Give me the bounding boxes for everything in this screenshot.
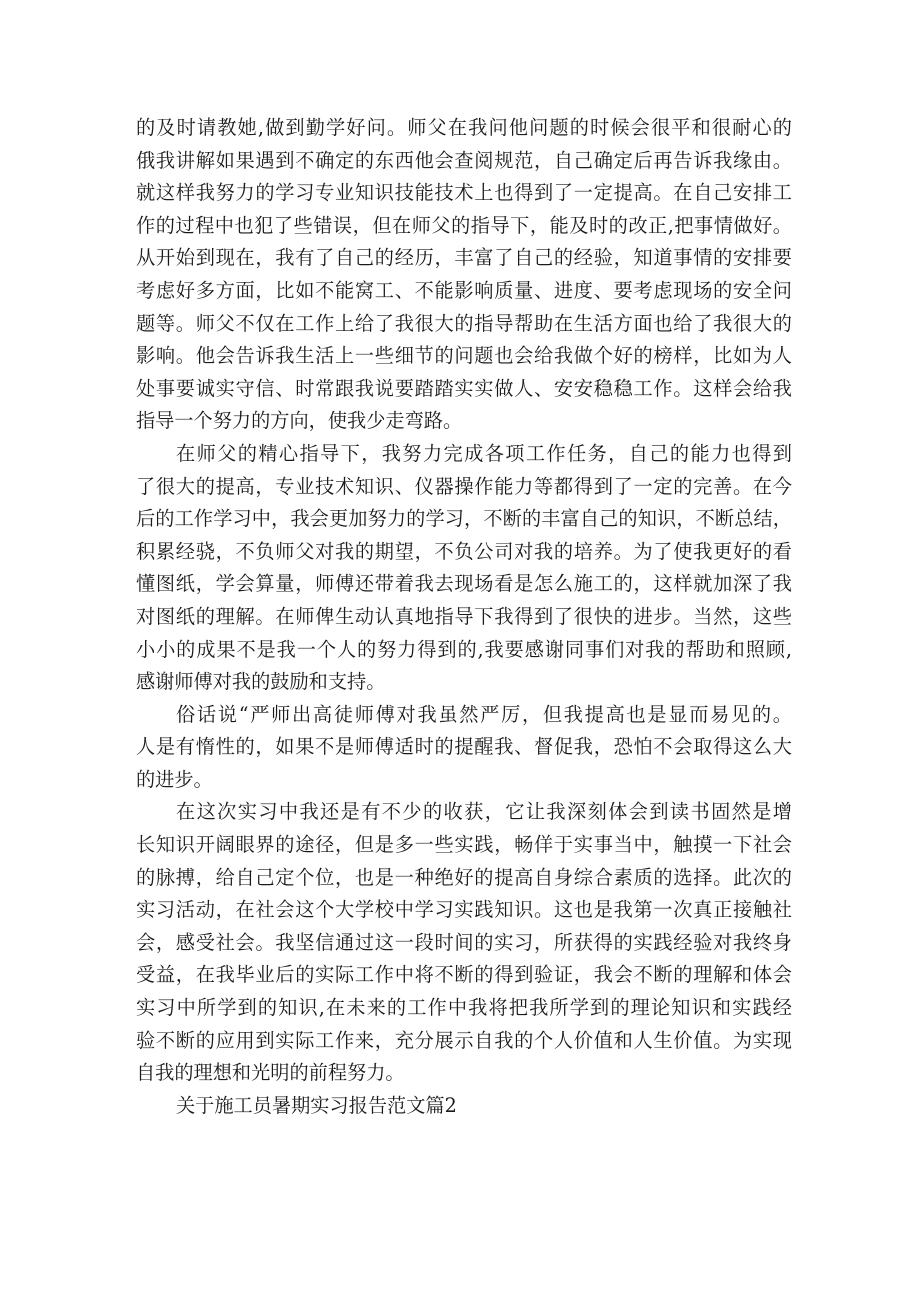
text-line: 对图纸的理解。在师俾生动认真地指导下我得到了很快的进步。当然，这些 xyxy=(136,604,792,628)
text-line: 实习中所学到的知识,在未来的工作中我将把我所学到的理论知识和实践经 xyxy=(136,996,792,1020)
text-line: 感谢师傅对我的鼓励和支持。 xyxy=(136,670,386,694)
text-line: 实习活动，在社会这个大学校中学习实践知识。这也是我第一次真正接触社 xyxy=(136,898,792,922)
text-line: 懂图纸，学会算量，师傅还带着我去现场看是怎么施工的，这样就加深了我 xyxy=(136,572,792,596)
paragraph-progress xyxy=(136,438,792,699)
text-line: 受益，在我毕业后的实际工作中将不断的得到验证，我会不断的理解和体会 xyxy=(136,963,792,987)
text-line: 后的工作学习中，我会更加努力的学习，不断的丰富自己的知识，不断总结， xyxy=(136,507,792,531)
text-line: 的进步。 xyxy=(136,767,213,791)
paragraph-proverb xyxy=(136,699,792,797)
text-line: 自我的理想和光明的前程努力。 xyxy=(136,1061,405,1085)
text-line: 俗话说“严师出高徒师傅对我虽然严厉，但我提高也是显而易见的。 xyxy=(176,702,792,726)
text-line: 人是有惰性的，如果不是师傅适时的提醒我、督促我，恐怕不会取得这么大 xyxy=(136,735,792,759)
text-line: 小小的成果不是我一个人的努力得到的,我要感谢同事们对我的帮助和照顾, xyxy=(136,637,792,661)
text-line: 就这样我努力的学习专业知识技能技术上也得到了一定提高。在自己安排工 xyxy=(136,181,792,205)
text-line: 题等。师父不仅在工作上给了我很大的指导帮助在生活方面也给了我很大的 xyxy=(136,311,792,335)
text-line: 的脉搏，给自己定个位，也是一种绝好的提高自身综合素质的选择。此次的 xyxy=(136,865,792,889)
text-line: 影响。他会告诉我生活上一些细节的问题也会给我做个好的榜样，比如为人 xyxy=(136,344,792,368)
paragraph-mentor-guidance xyxy=(136,112,792,438)
text-line: 从开始到现在，我有了自己的经历，丰富了自己的经验，知道事情的安排要 xyxy=(136,246,792,270)
text-line: 会，感受社会。我坚信通过这一段时间的实习，所获得的实践经验对我终身 xyxy=(136,930,792,954)
document-body xyxy=(136,112,792,1122)
text-line: 俄我讲解如果遇到不确定的东西他会查阅规范，自己确定后再告诉我缘由。 xyxy=(136,148,792,172)
text-line: 验不断的应用到实际工作来，充分展示自我的个人价值和人生价值。为实现 xyxy=(136,1028,792,1052)
text-line: 积累经骁，不负师父对我的期望，不负公司对我的培养。为了使我更好的看 xyxy=(136,539,792,563)
text-line: 作的过程中也犯了些错误，但在师父的指导下，能及时的改正,把事情做好。 xyxy=(136,213,792,237)
text-line: 的及时请教她,做到勤学好问。师父在我问他问题的时候会很平和很耐心的 xyxy=(136,116,792,139)
section-heading xyxy=(136,1090,792,1123)
text-line: 考虑好多方面，比如不能窝工、不能影响质量、进度、要考虑现场的安全问 xyxy=(136,278,792,302)
section-heading-text: 关于施工员暑期实习报告范文篇2 xyxy=(176,1093,457,1117)
text-line: 在这次实习中我还是有不少的收获，它让我深刻体会到读书固然是增 xyxy=(176,800,792,824)
text-line: 长知识开阔眼界的途径，但是多一些实践，畅佯于实事当中，触摸一下社会 xyxy=(136,833,792,857)
paragraph-conclusion xyxy=(136,796,792,1089)
text-line: 处事要诚实守信、时常跟我说要踏踏实实做人、安安稳稳工作。这样会给我 xyxy=(136,376,792,400)
text-line: 在师父的精心指导下，我努力完成各项工作任务，自己的能力也得到 xyxy=(176,441,792,465)
text-line: 了很大的提高，专业技术知识、仪器操作能力等都得到了一定的完善。在今 xyxy=(136,474,792,498)
text-line: 指导一个努力的方向，使我少走弯路。 xyxy=(136,409,463,433)
